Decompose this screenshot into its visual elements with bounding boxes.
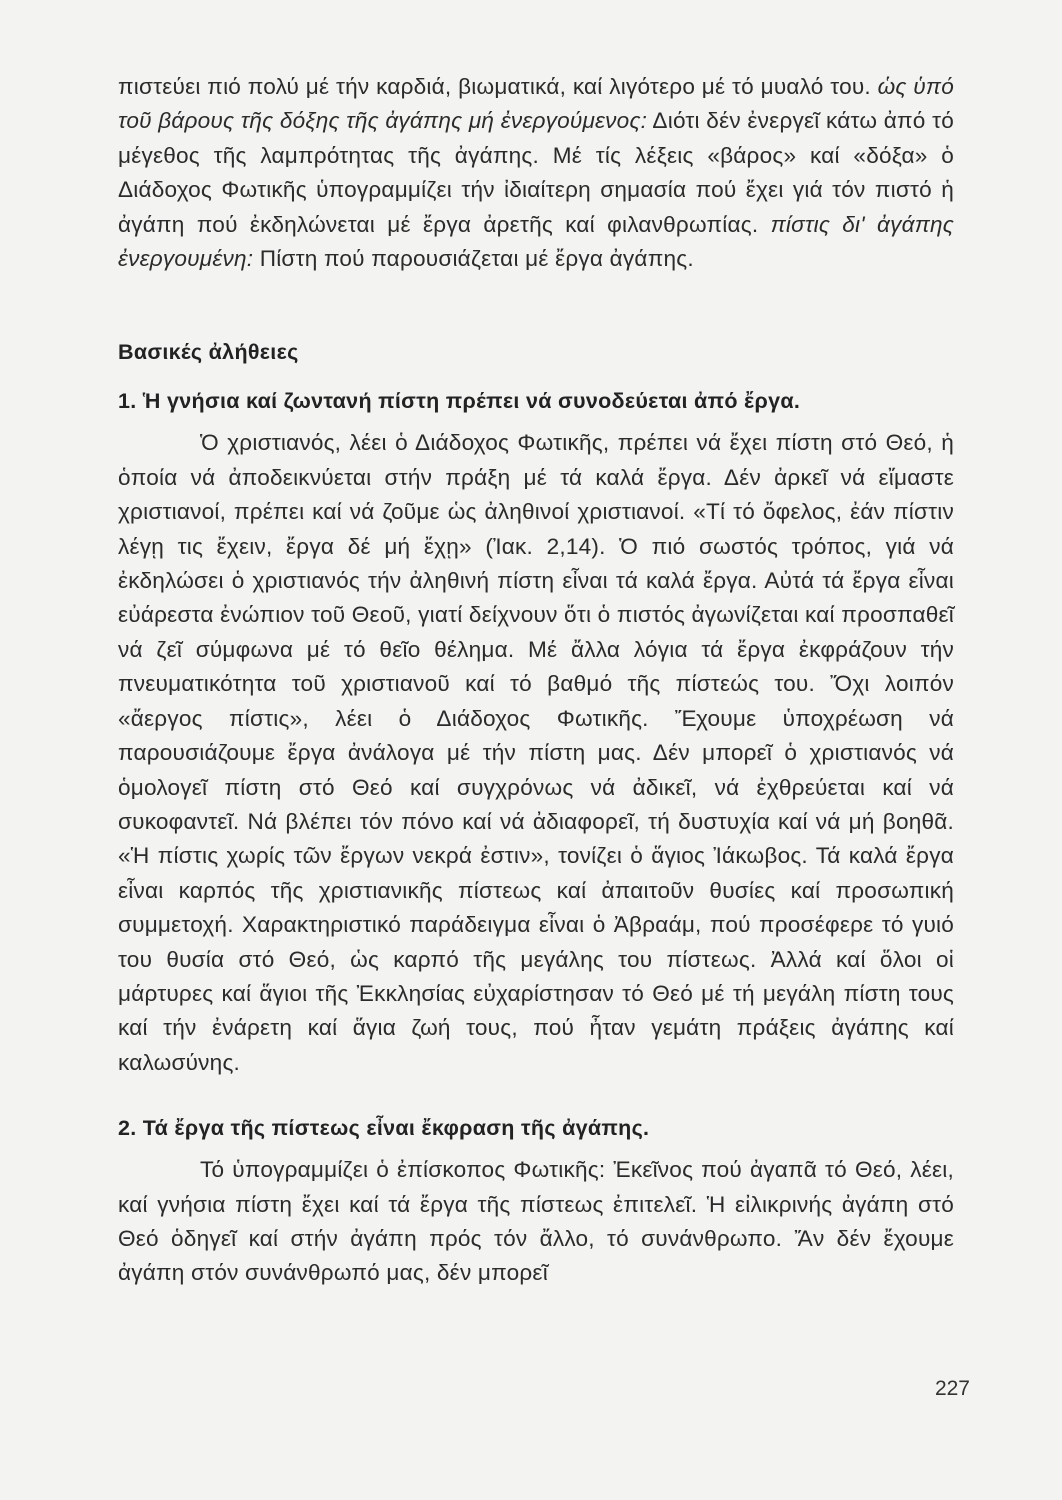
intro-quote-2: πίστις δι' ἀγάπης ἐνεργουμένη: (118, 211, 954, 272)
intro-paragraph (118, 70, 954, 276)
intro-quote-1: ὡς ὑπό τοῦ βάρους τῆς δόξης τῆς ἀγάπης μή ἐνεργούμενος: (118, 74, 954, 134)
point-1-body: Ὁ χριστιανός, λέει ὁ Διάδοχος Φωτικῆς, πρέπει νά ἔχει πίστη στό Θεό, ἡ ὁποία νά ἀποδεικνύεται στήν πράξη μέ τά καλά ἔργα. Δέν ἀρκεῖ νά εἴμαστε χριστιανοί, πρέπει καί νά ζοῦμε ὡς ἀληθινοί χριστιανοί. «Τί τό ὄφελος, ἐάν πίστιν λέγῃ τις ἔχειν, ἔργα δέ μή ἔχῃ» (Ἰακ. 2,14). Ὁ πιό σωστός τρόπος, γιά νά ἐκδηλώσει ὁ χριστιανός τήν ἀληθινή πίστη εἶναι τά καλά ἔργα. Αὐτά τά ἔργα εἶναι εὐάρεστα ἐνώπιον τοῦ Θεοῦ, γιατί δείχνουν ὅτι ὁ πιστός ἀγωνίζεται καί προσπαθεῖ νά ζεῖ σύμφωνα μέ τό θεῖο θέλημα. Μέ ἄλλα λόγια τά ἔργα ἐκφράζουν τήν πνευματικότητα τοῦ χριστιανοῦ καί τό βαθμό τῆς πίστεώς του. Ὄχι λοιπόν «ἄεργος πίστις», λέει ὁ Διάδοχος Φωτικῆς. Ἔχουμε ὑποχρέωση νά παρουσιάζουμε ἔργα ἀνάλογα μέ τήν πίστη μας. Δέν μπορεῖ ὁ χριστιανός νά ὁμολογεῖ πίστη στό Θεό καί συγχρόνως νά ἀδικεῖ, νά ἐχθρεύεται καί νά συκοφαντεῖ. Νά βλέπει τόν πόνο καί νά ἀδιαφορεῖ, τή δυστυχία καί νά μή βοηθᾶ. «Ἡ πίστις χωρίς τῶν ἔργων νεκρά ἐστιν», τονίζει ὁ ἅγιος Ἰάκωβος. Τά καλά ἔργα εἶναι καρπός τῆς χριστιανικῆς πίστεως καί ἀπαιτοῦν θυσίες καί προσωπική συμμετοχή. Χαρακτηριστικό παράδειγμα εἶναι ὁ Ἀβραάμ, πού προσέφερε τό γυιό του θυσία στό Θεό, ὡς καρπό τῆς μεγάλης του πίστεως. Ἀλλά καί ὅλοι οἱ μάρτυρες καί ἅγιοι τῆς Ἐκκλησίας εὐχαρίστησαν τό Θεό μέ τή μεγάλη πίστη τους καί τήν ἐνάρετη καί ἅγια ζωή τους, πού ἦταν γεμάτη πράξεις ἀγάπης καί καλωσύνης. (118, 430, 954, 1075)
point-1-heading: 1. Ἡ γνήσια καί ζωντανή πίστη πρέπει νά συνοδεύεται ἀπό ἔργα. (118, 389, 801, 414)
section-heading: Βασικές ἀλήθειες (118, 340, 299, 365)
intro-text-2: Διότι δέν ἐνεργεῖ κάτω ἀπό τό μέγεθος τῆς λαμπρότητας τῆς ἀγάπης. Μέ τίς λέξεις «βάρος» καί «δόξα» ὁ Διάδοχος Φωτικῆς ὑπογραμμίζει τήν ἰδιαίτερη σημασία πού ἔχει γιά τόν πιστό ἡ ἀγάπη πού ἐκδηλώνεται μέ ἔργα ἀρετῆς καί φιλανθρωπίας. (118, 108, 954, 237)
page-body (118, 70, 954, 1291)
page-number: 227 (934, 1377, 970, 1400)
point-2-body: Τό ὑπογραμμίζει ὁ ἐπίσκοπος Φωτικῆς: Ἐκεῖνος πού ἀγαπᾶ τό Θεό, λέει, καί γνήσια πίστη ἔχει καί τά ἔργα τῆς πίστεως ἐπιτελεῖ. Ἡ εἰλικρινής ἀγάπη στό Θεό ὁδηγεῖ καί στήν ἀγάπη πρός τόν ἄλλο, τό συνάνθρωπο. Ἄν δέν ἔχουμε ἀγάπη στόν συνάνθρωπό μας, δέν μπορεῖ (118, 1157, 954, 1286)
intro-text-1: πιστεύει πιό πολύ μέ τήν καρδιά, βιωματικά, καί λιγότερο μέ τό μυαλό του. (118, 74, 878, 99)
intro-text-3: Πίστη πού παρουσιάζεται μέ ἔργα ἀγάπης. (253, 246, 694, 272)
point-2-heading: 2. Τά ἔργα τῆς πίστεως εἶναι ἔκφραση τῆς ἀγάπης. (118, 1116, 650, 1141)
